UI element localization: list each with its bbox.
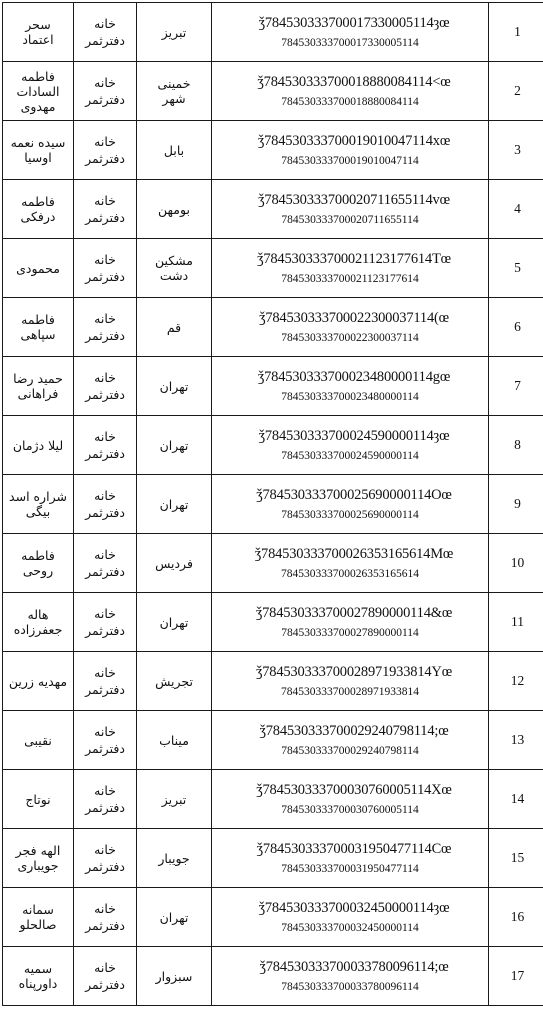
tracking-code-cell xyxy=(212,770,489,829)
row-number-cell: 2 xyxy=(489,62,543,121)
tracking-code-cell xyxy=(212,121,489,180)
recipient-name-cell: فاطمه سپاهی xyxy=(3,298,74,357)
row-number-cell: 5 xyxy=(489,239,543,298)
tracking-number: 784530333700017330005114 xyxy=(281,37,419,49)
barcode-text: ǯ784530333700027890000114&œ xyxy=(255,605,453,621)
tracking-code-cell xyxy=(212,711,489,770)
row-number-cell: 14 xyxy=(489,770,543,829)
tracking-number: 784530333700021123177614 xyxy=(281,273,419,285)
recipient-name-cell: سمانه صالحلو xyxy=(3,888,74,947)
city-cell: تهران xyxy=(137,357,212,416)
city-cell: تبریز xyxy=(137,3,212,62)
tracking-code-cell xyxy=(212,3,489,62)
city-cell: بابل xyxy=(137,121,212,180)
tracking-code-cell xyxy=(212,357,489,416)
tracking-number: 784530333700018880084114 xyxy=(281,96,419,108)
table-row xyxy=(3,239,543,298)
tracking-code-cell xyxy=(212,62,489,121)
office-cell: خانه دفترثمر xyxy=(74,711,137,770)
row-number-cell: 3 xyxy=(489,121,543,180)
tracking-number: 784530333700022300037114 xyxy=(281,332,419,344)
city-cell: تجریش xyxy=(137,652,212,711)
row-number-cell: 8 xyxy=(489,416,543,475)
office-cell: خانه دفترثمر xyxy=(74,770,137,829)
row-number-cell: 17 xyxy=(489,947,543,1006)
barcode-text: ǯ784530333700019010047114xœ xyxy=(257,133,451,149)
row-number-cell: 1 xyxy=(489,3,543,62)
recipient-name-cell: نوتاج xyxy=(3,770,74,829)
recipient-name-cell: نقیبی xyxy=(3,711,74,770)
row-number-cell: 11 xyxy=(489,593,543,652)
tracking-number: 784530333700029240798114 xyxy=(281,745,419,757)
barcode-text: ǯ784530333700033780096114;œ xyxy=(259,959,449,975)
city-cell: تبریز xyxy=(137,770,212,829)
recipient-name-cell: سمیه داورپناه xyxy=(3,947,74,1006)
city-cell: تهران xyxy=(137,888,212,947)
recipient-name-cell: حمید رضا فراهانی xyxy=(3,357,74,416)
barcode-text: ǯ784530333700026353165614Mœ xyxy=(254,546,454,562)
table-row xyxy=(3,593,543,652)
recipient-name-cell: الهه فجر جویباری xyxy=(3,829,74,888)
table-row xyxy=(3,888,543,947)
office-cell: خانه دفترثمر xyxy=(74,357,137,416)
tracking-number: 784530333700033780096114 xyxy=(281,981,419,993)
office-cell: خانه دفترثمر xyxy=(74,3,137,62)
tracking-code-cell xyxy=(212,888,489,947)
recipient-name-cell: محمودی xyxy=(3,239,74,298)
table-row xyxy=(3,180,543,239)
table-row xyxy=(3,770,543,829)
tracking-number: 784530333700020711655114 xyxy=(281,214,419,226)
recipient-name-cell: فاطمه السادات مهدوی xyxy=(3,62,74,121)
tracking-code-cell xyxy=(212,652,489,711)
table-row xyxy=(3,711,543,770)
row-number-cell: 13 xyxy=(489,711,543,770)
recipient-name-cell: هاله جعفرزاده xyxy=(3,593,74,652)
recipient-name-cell: مهدیه زرین xyxy=(3,652,74,711)
barcode-text: ǯ784530333700024590000114ȝœ xyxy=(258,428,450,444)
tracking-code-cell xyxy=(212,947,489,1006)
city-cell: تهران xyxy=(137,416,212,475)
recipient-name-cell: سیده نعمه اوسیا xyxy=(3,121,74,180)
office-cell: خانه دفترثمر xyxy=(74,475,137,534)
row-number-cell: 6 xyxy=(489,298,543,357)
city-cell: تهران xyxy=(137,593,212,652)
tracking-code-cell xyxy=(212,593,489,652)
document-page xyxy=(2,2,541,1022)
tracking-number: 784530333700025690000114 xyxy=(281,509,419,521)
tracking-number: 784530333700019010047114 xyxy=(281,155,419,167)
tracking-code-cell xyxy=(212,298,489,357)
office-cell: خانه دفترثمر xyxy=(74,62,137,121)
barcode-text: ǯ784530333700020711655114vœ xyxy=(258,192,450,208)
city-cell: مشکین دشت xyxy=(137,239,212,298)
barcode-text: ǯ784530333700029240798114;œ xyxy=(259,723,449,739)
barcode-text: ǯ784530333700021123177614Tœ xyxy=(257,251,451,267)
office-cell: خانه دفترثمر xyxy=(74,121,137,180)
city-cell: خمینی شهر xyxy=(137,62,212,121)
tracking-number: 784530333700028971933814 xyxy=(281,686,419,698)
office-cell: خانه دفترثمر xyxy=(74,888,137,947)
table-row xyxy=(3,298,543,357)
tracking-number: 784530333700031950477114 xyxy=(281,863,419,875)
table-row xyxy=(3,652,543,711)
tracking-code-cell xyxy=(212,239,489,298)
tracking-code-cell xyxy=(212,829,489,888)
office-cell: خانه دفترثمر xyxy=(74,416,137,475)
recipient-name-cell: شراره اسد بیگی xyxy=(3,475,74,534)
table-row xyxy=(3,62,543,121)
row-number-cell: 10 xyxy=(489,534,543,593)
tracking-number: 784530333700024590000114 xyxy=(281,450,419,462)
table-row xyxy=(3,357,543,416)
barcode-text: ǯ784530333700028971933814Yœ xyxy=(256,664,452,680)
city-cell: قم xyxy=(137,298,212,357)
table-row xyxy=(3,534,543,593)
tracking-number: 784530333700023480000114 xyxy=(281,391,419,403)
office-cell: خانه دفترثمر xyxy=(74,593,137,652)
table-row xyxy=(3,829,543,888)
barcode-text: ǯ784530333700022300037114(œ xyxy=(259,310,449,326)
tracking-code-cell xyxy=(212,180,489,239)
table-row xyxy=(3,475,543,534)
city-cell: سبزوار xyxy=(137,947,212,1006)
row-number-cell: 4 xyxy=(489,180,543,239)
table-row xyxy=(3,416,543,475)
tracking-code-cell xyxy=(212,416,489,475)
office-cell: خانه دفترثمر xyxy=(74,652,137,711)
row-number-cell: 9 xyxy=(489,475,543,534)
city-cell: میناب xyxy=(137,711,212,770)
tracking-code-cell xyxy=(212,475,489,534)
office-cell: خانه دفترثمر xyxy=(74,947,137,1006)
recipient-name-cell: لیلا دژمان xyxy=(3,416,74,475)
tracking-number: 784530333700027890000114 xyxy=(281,627,419,639)
tracking-number: 784530333700030760005114 xyxy=(281,804,419,816)
recipient-name-cell: فاطمه روحی xyxy=(3,534,74,593)
tracking-number: 784530333700032450000114 xyxy=(281,922,419,934)
barcode-text: ǯ784530333700025690000114Oœ xyxy=(256,487,452,503)
barcode-text: ǯ784530333700018880084114<œ xyxy=(257,74,451,90)
recipient-name-cell: فاطمه درفکی xyxy=(3,180,74,239)
barcode-text: ǯ784530333700017330005114ȝœ xyxy=(258,15,450,31)
office-cell: خانه دفترثمر xyxy=(74,180,137,239)
barcode-text: ǯ784530333700030760005114Xœ xyxy=(256,782,452,798)
tracking-number: 784530333700026353165614 xyxy=(281,568,419,580)
table-body xyxy=(3,3,543,1006)
city-cell: بومهن xyxy=(137,180,212,239)
table-row xyxy=(3,121,543,180)
postal-tracking-table xyxy=(2,2,543,1006)
city-cell: فردیس xyxy=(137,534,212,593)
office-cell: خانه دفترثمر xyxy=(74,829,137,888)
office-cell: خانه دفترثمر xyxy=(74,239,137,298)
city-cell: تهران xyxy=(137,475,212,534)
row-number-cell: 15 xyxy=(489,829,543,888)
table-row xyxy=(3,3,543,62)
office-cell: خانه دفترثمر xyxy=(74,534,137,593)
city-cell: جویبار xyxy=(137,829,212,888)
barcode-text: ǯ784530333700031950477114Cœ xyxy=(256,841,452,857)
row-number-cell: 16 xyxy=(489,888,543,947)
barcode-text: ǯ784530333700023480000114gœ xyxy=(257,369,451,385)
office-cell: خانه دفترثمر xyxy=(74,298,137,357)
tracking-code-cell xyxy=(212,534,489,593)
row-number-cell: 7 xyxy=(489,357,543,416)
barcode-text: ǯ784530333700032450000114ȝœ xyxy=(258,900,450,916)
table-row xyxy=(3,947,543,1006)
recipient-name-cell: سحر اعتماد xyxy=(3,3,74,62)
row-number-cell: 12 xyxy=(489,652,543,711)
